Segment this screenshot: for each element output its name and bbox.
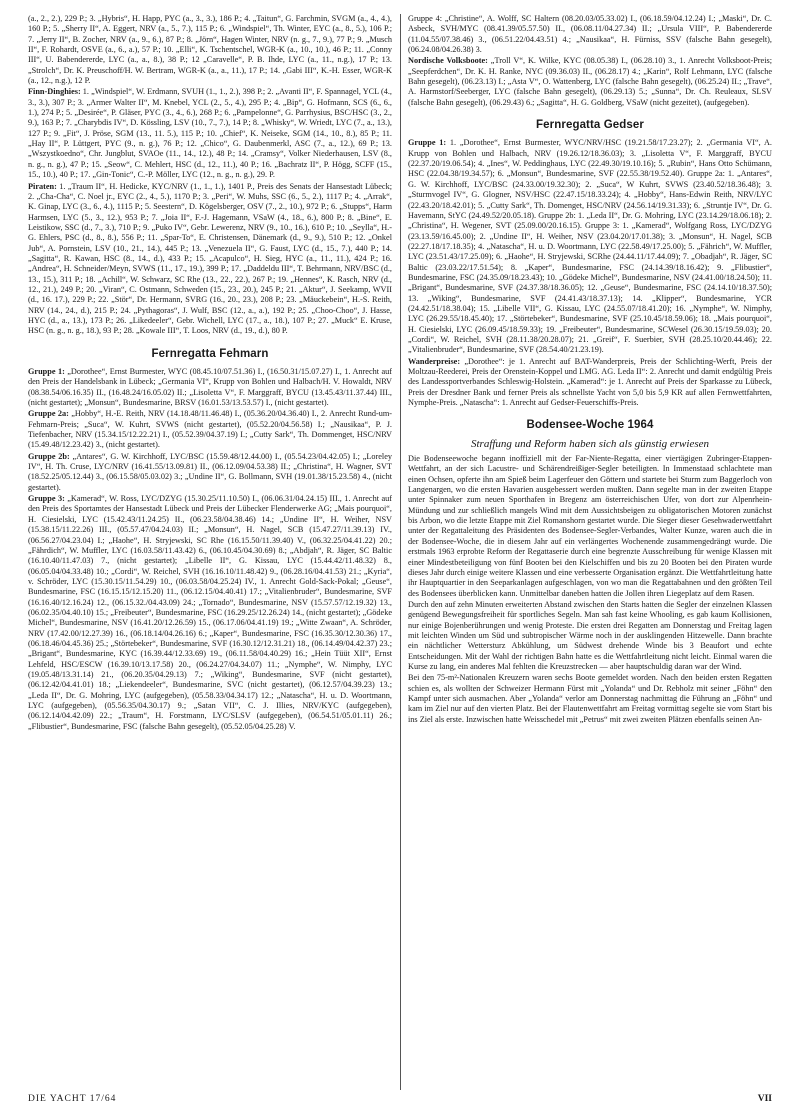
- fehmarn-gruppe-1: [28, 367, 392, 408]
- fehmarn-gruppe-2b-label: Gruppe 2b:: [28, 451, 70, 461]
- fehmarn-gruppe-2b-text: „Antares“, G. W. Kirchhoff, LYC/BSC (15.59.48/12.44.00) I., (05.54.23/04.42.05) I.; „Loreley IV“, H. Th. Cruse, LYC/NRV (16.41.55/13.09.81) II., (06.12.09/04.53.38) II.; „Christina“, H. Wagner, SVT (18.52.25/05.12.44) 3., (06.15.58/05.03.02) 3.; „Undine II“, G. Bollmann, SVH (19.01.38/15.23.58) 4., (nicht gestartet).: [28, 451, 393, 492]
- bodensee-paragraph: Die Bodenseewoche begann inoffiziell mit der Far-Niente-Regatta, einer viertägigen Zubringer-Etappen-Wettfahrt, an der sich Lacustre- und Schärendreißiger-Segler beteiligten. In Immenstaad schlachtete man einen Ochsen, opferte ihn am Spieß beim Lagerfeuer den Göttern und startete bei Sturm zum Baggerloch von Langenargen, wo die ersten Havarien ausgebessert werden mußten. Dann segelte man in der zweiten Etappe unter Spinnaker zum neuen Sporthafen in Bregenz am österreichischen Ufer, von dort zur Alpenrhein-Mündung und zur schließlich mangels Wind mit dem Aussichtsbeigen zu obligatorischen Motoren zunächst bis Arbon, wo die letzte Etappe mit Ziel Romanshorn gestartet wurde. Die Sieger dieser Gesehwaderwettfahrt unter der Regattaleitung des Präsidenten des Bodensee-Segler-Verbandes, Walter Kunze, waren auch die in der Bodensee-Woche, die in diesem Jahr auf ein verlängertes Wochenende zusammengedrängt wurde. Die erstmals 1963 erprobte Reform der Regattaserie durch eine begrenzte Ausschreibung für wenige Klassen mit einer Mindestbeteiligung von fünf Booten bei den Kielschiffen und bis zu 20 Booten bei den Piraten wurde dieses Jahr durch einige weitere Klassen und eine verbesserte Organisation ergänzt. Die Wettfahrtleitung hatte ihr Hauptquartier in den Seeparkanlagen aufgeschlagen, von wo man die Regattabahnen und den größten Teil des Bodensees überblicken kann. Unmittelbar daneben hatten die Jollen ihren Liegeplatz auf dem Rasen.: [408, 454, 772, 598]
- fehmarn-heading: Fernregatta Fehmarn: [151, 347, 269, 360]
- bodensee-subtitle: Straffung und Reform haben sich als günstig erwiesen: [470, 437, 709, 450]
- piraten-results: [28, 182, 392, 337]
- nordische-volksboote-results: [408, 56, 772, 108]
- nordische-volksboote-text: „Troll V“, K. Wilke, KYC (08.05.38) I., (06.28.10) 3., 1. Anrecht Volksboot-Preis; „Seepferdchen“, Dr. K. H. Ranke, NYC (09.36.03) II., (06.28.17) 4.; „Karin“, Rolf Lehmann, LYC (falsche Bahn gesegelt), (06.23.13) I.; „Asta V“, O. Wattenberg, LYC (falsche Bahn gesegelt), (06.25.24) II.; „Trave“, A. Harmstorf/Seeberger, LYC (falsche Bahn gesegelt), (06.29.13) 5.; „Sunna“, Dr. Ch. Reuleaux, SLSV (falsche Bahn gesegelt), (06.29.43) 6.; „Sagitta“, H. G. Goldberg, VSaW (nicht gezeitet), (aufgegeben).: [408, 56, 773, 107]
- page-footer: [28, 1094, 772, 1106]
- gedser-gruppe-1-label: Gruppe 1:: [408, 138, 447, 148]
- fehmarn-gruppe-2a-text: „Hobby“, H.-E. Reith, NRV (14.18.48/11.46.48) I., (05.36.20/04.36.40) I., 2. Anrecht Rund-um-Fehmarn-Preis; „Suca“, W. Kuhrt, SVWS (nicht gestartet), (05.52.20/04.56.58) I.; „Nausikaa“, P. J. Tiefenbacher, NRV (15.34.15/12.22.21) I., (05.52.39/04.37.19) I.; „Cutty Sark“, Th. Dommenget, HSC/NRV (15.49.48/12.23.42) 3., (nicht gestartet).: [28, 409, 392, 450]
- nordische-volksboote-label: Nordische Volksboote:: [408, 56, 488, 66]
- finn-dinghies-label: Finn-Dinghies:: [28, 87, 81, 97]
- magazine-issue: DIE YACHT 17/64: [28, 1094, 117, 1104]
- fehmarn-gruppe-4: Gruppe 4: „Christine“, A. Wolff, SC Haltern (08.20.03/05.33.02) I., (06.18.59/04.12.24) I.; „Maski“, Dr. C. Asbeck, SVH/MYC (08.41.39/05.57.50) II., (06.08.11/04.27.34) II.; „Ursula VIII“, P. Babendererde (11.04.55/07.38.46) 3., (06.51.22/04.43.51) 4.; „Nausikaa“, H. Fürniss, SSV (falsche Bahn gesegelt), (06.24.08/04.26.38) 3.: [408, 14, 772, 55]
- column-divider: [400, 14, 401, 1090]
- piraten-label: Piraten:: [28, 181, 57, 191]
- wanderpreise-text: „Dorothee“: je 1. Anrecht auf BAT-Wanderpreis, Preis der Schlichting-Werft, Preis der Moltzau-Reederei, Preis der Orenstein-Koppel und LMG. AG. Leda II“: 2. Anrecht und damit endgültig Preis des Landessportverbandes Schleswig-Holstein. „Kamerad“: je 1. Anrecht auf Preis der Sparkasse zu Lübeck, Preis der Dresdner Bank und ferner Preis als schnellste Yacht von 5,0 bis 5,9 KR auf allen Fernwettfahrten, Nymphe-Preis. „Natascha“: 1. Anrecht auf Gedser-Feuerschiffs-Preis.: [408, 356, 772, 408]
- fehmarn-gruppe-3: [28, 494, 392, 732]
- wanderpreise-label: Wanderpreise:: [408, 356, 461, 366]
- page-number: VII: [757, 1094, 772, 1104]
- fehmarn-gruppe-3-label: Gruppe 3:: [28, 494, 65, 504]
- gedser-results: [408, 138, 772, 355]
- fehmarn-gruppe-2a-label: Gruppe 2a:: [28, 409, 69, 419]
- right-column: [408, 14, 772, 726]
- wanderpreise: [408, 357, 772, 409]
- gedser-results-text: 1. „Dorothee“, Ernst Burmester, WYC/NRV/HSC (19.21.58/17.23.27); 2. „Germania VI“, A. Krupp von Bohlen und Halbach, NRV (19.26.12/18.36.03); 3. „Lisoletta V“, F. Marggraff, BYCU (22.37.20/19.06.54); 4. „Ines“, W. Peddinghaus, LYC (22.49.30/19.10.16); 5. „Rubin“, Hans Otto Schümann, HSC (22.04.38/19.34.57); 6. „Monsun“, Bundesmarine, SVF (22.55.38/19.52.40). Gruppe 2a: 1. „Antares“, G. W. Kirchhoff, LYC/BSC (24.33.00/19.32.30); 2. „Suca“, W Kuhrt, SVWS (23.40.52/18.36.48); 3. „Sturmvogel IV“, G. Glogner, NSV/HSC (22.47.15/18.33.24); 4. „Hobby“, Hans-Edwin Reith, NRV/LYC (22.43.20/18.42.01); 5. „Cutty Sark“, Th. Domenget, HSC/NRV (24.56.14/19.31.33); 6. „Struntje IV“, Dr. G. Havemann, StYC (24.49.52/20.05.18). Gruppe 2b: 1. „Leda II“, Dr. G. Mohring, LYC (23.14.29/18.06.18); 2. „Christina“, H. Wegener, SVT (25.09.00/20.16.15). Gruppe 3: 1. „Kamerad“, Wolfgang Ross, LYC/DZYG (23.13.59/16.45.00); 2. „Undine II“, H. Weiher, NSV (23.04.20/17.01.38); 3. „Monsun“, H. Nagel, SCB (22.27.18/17.18.35); 4. „Natascha“, H. u. D. Woortmann, LYC (22.58.49/17.25.00); 5. „Fährich“, W. Muffler, LYC (23.51.43/17.25.09); 6. „Haohe“, H. Stryjewski, SCRhe (24.44.11/17.44.09); 7. „Obadjah“, R. Jäger, SC Baltic (23.03.22/17.51.54); 8. „Kaper“, Bundesmarine, FSC (24.14.39/18.16.42); 9. „Flibustier“, Bundesmarine, FSC (24.35.09/18.23.43); 10. „Gödeke Michel“, Bundesmarine, NSV (24.41.00/18.24.50); 11. „Brigant“, Bundesmarine, SVF (24.37.38/18.36.05); 12. „Geuse“, Bundesmarine, FSC (24.14.10/18.37.50); 13. „Wiking“, Bundesmarine, SVF (24.41.43/18.37.13); 14. „Klipper“, Bundesmarine, YCR (24.42.51/18.38.04); 15. „Libelle VII“, G. Kissau, LYC (24.55.07/18.41.20); 16. „Nymphe“, W. Nimphy, LYC (26.29.55/18.45.40); 17. „Störtebeker“, Bundesmarine, SVF (25.10.45/18.59.06); 18. „Mais pourquoi“, H. Ciesielski, LYC (26.09.45/18.59.33); 19. „Freibeuter“, Bundesmarine, SCWesel (26.30.15/19.59.03); 20. „Cordi“, W. Reichel, SVH (28.11.38/20.28.07); 21. „Greif“, F. Suerbier, SVH (28.25.10/20.44.46); 22. „Vitalienbruder“, Bundesmarine, SVF (28.54.40/21.23.19).: [408, 138, 772, 355]
- fehmarn-gruppe-2a: [28, 409, 392, 450]
- fehmarn-gruppe-2b: [28, 452, 392, 493]
- left-column: [28, 14, 392, 733]
- magazine-page: [28, 14, 772, 1092]
- gedser-heading: Fernregatta Gedser: [536, 119, 644, 132]
- finn-dinghies-results: [28, 87, 392, 180]
- bodensee-paragraph: Bei den 75-m²-Nationalen Kreuzern waren sechs Boote gemeldet worden. Nach den beiden ersten Regatten schien es, als wollten der Schweizer Hermann Fürst mit „Yolanda“ und Dr. Rebholz mit seiner „Föhn“ den Kampf unter sich ausmachen. Aber „Yolanda“ verlor am Donnerstag nachmittag die Führung an „Föhn“ und kam im Ziel nur auf den vierten Platz. Bei der Flautenwettfahrt am Freitag vormittag segelte sie vom Start bis ins Ziel als erste. Inzwischen hatte Weisschedel mit „Petrus“ mit zwei zweiten Plätzen ebenfalls seinen An-: [408, 673, 772, 724]
- fehmarn-gruppe-1-text: „Dorothee“, Ernst Burmester, WYC (08.45.10/07.51.36) I., (16.50.31/15.07.27) I., 1. Anrecht auf den Preis der Handelsbank in Lübeck; „Germania VI“, Krupp von Bohlen und Halbach/H. V. Howaldt, NRV (08.38.54/06.16.35) II., (16.48.24/16.05.02) II.; „Lisoletta V“, F. Marggraff, BYCU (13.45.43/11.37.44) III., (nicht gestartet); „Monsun“, Bundesmarine, BRSV (16.01.53/13.53.57) I., (nicht gestartet).: [28, 367, 392, 408]
- bodensee-paragraph: Durch den auf zehn Minuten erweiterten Abstand zwischen den Starts hatten die Segler der einzelnen Klassen genügend Bewegungsfreiheit für sportliches Segeln. Man sah fast keine Whooling, es gab kaum Kollisionen, nur einige Bojenberührungen und wenig Proteste. Die ersten drei Regatten am Donnerstag und Freitag lagen mit leichten Winden um Süd und subtropischer Wärme noch in der ausklingenden Hitzewelle. Dann brachte ein nächtlicher Wettersturz Abkühlung, um Südwest drehende Winde bis 3 Beaufort und echte Entscheidungen. Mit der Wahl der richtigen Bahn hatte es die Wettfahrtleitung nicht leicht. Einmal waren die Kurse zu lang, ein anderes Mal fehlten die Kreuzstrecken — aber hauptschuldig daran war der Wind.: [408, 599, 772, 671]
- fehmarn-gruppe-3-text: „Kamerad“, W. Ross, LYC/DZYG (15.30.25/11.10.50) I., (06.06.31/04.24.15) III., 1. Anrecht auf den Preis des Sportamtes der Hansestadt Lübeck und Preis der Lübecker Flenderwerke AG; „Mais pourquoi“, H. Ciesielski, LYC (15.42.43/11.24.25) II., (06.23.58/04.38.46) 14.; „Undine II“, H. Weiher, NSV (15.38.15/11.22.26) III., (05.57.47/04.24.03) II.; „Monsun“, H. Nagel, SCB (15.47.27/11.39.13) IV., (06.56.27/04.23.04) I.; „Haohe“, H. Stryjewski, SC Rhe (16.15.50/11.39.40) V., (06.32.25/04.41.22) 20.; „Fährdich“, W. Muffler, LYC (16.03.58/11.43.42) 6., (06.10.45/04.30.69) 8.; „Abdjah“, R. Jäger, SC Baltic (16.10.40/11.47.03) 7., (nicht gestartet); „Libelle II“, G. Kissau, LYC (15.44.42/11.48.32) 8., (06.05.04/04.33.48) 10.; „Cordi“, W. Reichel, SVH (16.16.10/11.48.42) 9., (06.28.16/04.41.53) 21.; „Kyria“, v. Schröder, LYC (15.30.15/11.54.29) 10., (06.03.58/04.25.24) IV., 1. Anrecht Gold-Sack-Pokal; „Geuse“, Bundesmarine, FSC (16.15.15/12.15.20) 11., (06.12.15/04.40.41) 17.; „Vitalienbruder“, Bundesmarine, SVF (16.16.40/12.16.24) 12., (06.15.32./04.43.09) 24.; „Tornado“, Bundesmarine, NSV (15.57.57/12.19.32) 13., (06.02.35/04.40.10) 15.; „Freibeuter“, Bundesmarine, FSC (16.29.25/12.26.24) 14., (nicht gestartet); „Gödeke Michel“, Bundesmarine, NSV (16.41.20/12.26.59) 15., (06.17.06/04.41.19) 19.; „Witte Zwaan“, A. Schröder, NRV (17.42.00/12.27.39) 16., (06.18.14/04.26.16) 6.; „Kaper“, Bundesmarine, FSC (16.35.30/12.30.36) 17., (06.18.46/04.45.36) 25.; „Störtebeker“, Bundesmarine, SVF (16.30.12/12.31.21) 18., (06.14.49/04.42.37) 23.; „Brigant“, Bundesmarine, KYC (16.39.44/12.33.69) 19., (06.11.58/04.40.29) 16.; „Hein Tüüt XII“, Ernst Lehfeld, HSC/ESCW (16.39.10/13.17.58) 20., (06.24.27/04.34.07) 11.; „Nymphe“, W. Nimphy, LYC (19.05.48/13.31.14) 21., (06.20.35/04.29.13) 7.; „Wiking“, Bundesmarine, SVF (nicht gestartet), (06.12.42/04.41.01) 18.; „Liekendeeler“, Bundesmarine, SVC (nicht gestartet), (06.12.57/04.39.23) 13.; „Leda II“, Dr. G. Mohring, LYC (aufgegeben), (05.58.33/04.34.17) 12.; „Natascha“, H. u. D. Woortmann, LYC (aufgegeben), (05.56.35/04.30.17) 9.; „Satan VII“, C. J. Illies, NRV/KYC (aufgegeben), (06.12.14/04.42.09) 22.; „Traum“, H. Forstmann, LYC/SLSV (aufgegeben), (06.54.51/05.01.11) 26.; „Flibustier“, Bundesmarine, FSC (falsche Bahn gesegelt), (05.52.05/04.25.28) V.: [28, 494, 392, 731]
- piraten-text: 1. „Traum II“, H. Hedicke, KYC/NRV (1., 1., 1.), 1401 P., Preis des Senats der Hansestadt Lübeck; 2. „Cha-Cha“, C. Noel jr., EYC (2., 4., 5.), 1170 P.; 3. „Peri“, W. Muhs, SSC (6., 5., 2.), 1117 P.; 4. „Arrak“, K. Ginap, LYC (3., 6., 4.), 1115 P.; 5. Seestern“, D. Kögelsberger, OSV (7., 2., 10.), 972 P.; 6. „Stupps“, Harm Harmsen, LYC (5., 3., 12.), 953 P.; 7. „Joia II“, F.-J. Hagemann, VSaW (4., 18., 6.), 800 P.; 8. „Bine“, E. Leistikow, SSC (d., 7., 3.), 710 P.; 9. „Puko IV“, Gebr. Lewerenz, NRV (9., 10., 16.), 610 P.; 10. „Seylla“, H.-G. Ehlers, PSC (d., 8., 8.), 556 P.; 11. „Spar-To“, E. Christensen, Dänemark (d., 9., 9.), 510 P.; 12. „Onkel Jub“, A. Pornstein, LSV (10., 21., 14.), 445 P.; 13. „Venezuela II“, G. Faust, LYC (d., 15., 7.), 440 P.; 14. „Sagitta“, R. Kawan, HSC (8., 14., d.), 433 P.; 15. „Acapulco“, H. Sieg, HYC (a., 11., 11.), 424 P.; 16. „Andrea“, H. Schneider/Meyn, SVWS (11., 17., 19.), 399 P.; 17. „Daddeldu III“, T. Behrmann, NRV/BSC (d., 13., 15.), 311 P.; 18. „Achill“, W. Schwarz, SC Rhe (13., 22., 22.), 267 P.; 19. „Hennes“, K. Rasch, NRV (d., 12., 21.), 249 P.; 20. „Viran“, C. Ostmann, Schweden (15., 23., 20.), 245 P.; 21. „Aktur“, J. Seekamp, WVII (d., 16. 17.), 229 P.; 22. „Stör“, Dr. Hermann, SVRG (16., 20., 23.), 208 P.; 23. „Mäuckebein“, H.-S. Reith, NRV (14., 24., d.), 215 P.; 24. „Pythagoras“, J. Wulf, BSC (12., a., a.), 192 P.; 25. „Choo-Choo“, J. Hasse, HYC (d., a., 13.), 173 P.; 26. „Likedeeler“, Gebr. Wichell, LYC (17., a., 18.), 107 P.; 27. „Muck“ E. Kruse, HSC (n. g., n. g., 18.), 93 P.; 28. „Kowale III“, T. Loos, NRV (d., 19., d.), 80 P.: [28, 181, 392, 336]
- fehmarn-gruppe-1-label: Gruppe 1:: [28, 367, 65, 376]
- bodensee-heading: Bodensee-Woche 1964: [526, 419, 654, 432]
- class-results-continued: (a., 2., 2.), 229 P.; 3. „Hybris“, H. Happ, PYC (a., 3., 3.), 186 P.; 4. „Taitun“, G. Farchmin, SVGM (a., 4., 4.), 160 P.; 5. „Sherry II“, A. Eggert, NRV (a., 5., 7.), 115 P.; 6. „Windspiel“, Th. Winter, EYC (a., 8., 5.), 106 P.; 7. „Jerry II“, B. Zocher, NRV (a., 9., 6.), 87 P.; 8. „Jörn“, Hagen Winter, NRV (n. g., 7., 9.), 77 P.; 9. „Musch II“, F. Rohardt, OSVE (a., 6., a.), 57 P.; 10. „Elli“, K. Tschentschel, WGR-K (a., 10., 10.), 46 P.; 11. „Conny III“, U. Babendererde, LYC (a., a., 8.), 38 P.; 12 „Caravelle“, P. B. Ihde, LYC (a., 11., n.g.), 17 P.; 13. „Strolch“, Dr. K. Preuschoff/H. W. Bertram, WGR-K (a., a., 11.), 17 P.; 14. „Gabi III“, K.-H. Esser, WGR-K (a., 12., n.g.), 12 P.: [28, 14, 392, 86]
- finn-dinghies-text: 1. „Windspiel“, W. Erdmann, SVUH (1., 1., 2.), 398 P.; 2. „Avanti II“, F. Spannagel, YCL (4., 3., 3.), 307 P.; 3. „Armer Walter II“, M. Knebel, YCL (2., 5., 4.), 295 P.; 4. „Bip“, G. Hofmann, SCS (6., 6., 1.), 274 P.; 5. „Desirée“, P. Gläser, PYC (3., 4., 6.), 268 P.; 6. „Pampelonne“, G. Parrhysius, BSC/HSC (3., 2., 9.), 163 P.; 7. „Charybdis IV“, D. Kössling, LSV (10., 7., 7.), 14 P.; 8. „Whisky“, W. Wriedt, LYC (7., a., 13.), 127 P.; 9. „Fit“, J. Pröse, SGM (13., 11. 5.), 115 P.; 10. „Chief“, K. Neiseke, SGM (14., 10., 8.), 85 P.; 11. „Hay II“, P. Lüttgert, PYC (9., n. g.), 76 P.; 12. „Chico“, G. Daubenmerkl, ASC (7., a., 12.), 69 P.; 13. „Wszystkoedno“, Chr. Jungblut, SVAOe (11., 14., 12.), 48 P.; 14. „Cramsy“, Volker Niederhausen, LSV (8., n. g., n. g.), 47 P.; 15. „Seow“, C. Mehlert, HSC (d., 12., 11.), 40 P.; 16. „Bachratz II“, P. Högg, SCFF (15., 15., 10.), 40 P.; 17. „Gin-Tonic“, C.-P. Möller, LYC (12., n. g., n. g.), 29. P.: [28, 87, 392, 180]
